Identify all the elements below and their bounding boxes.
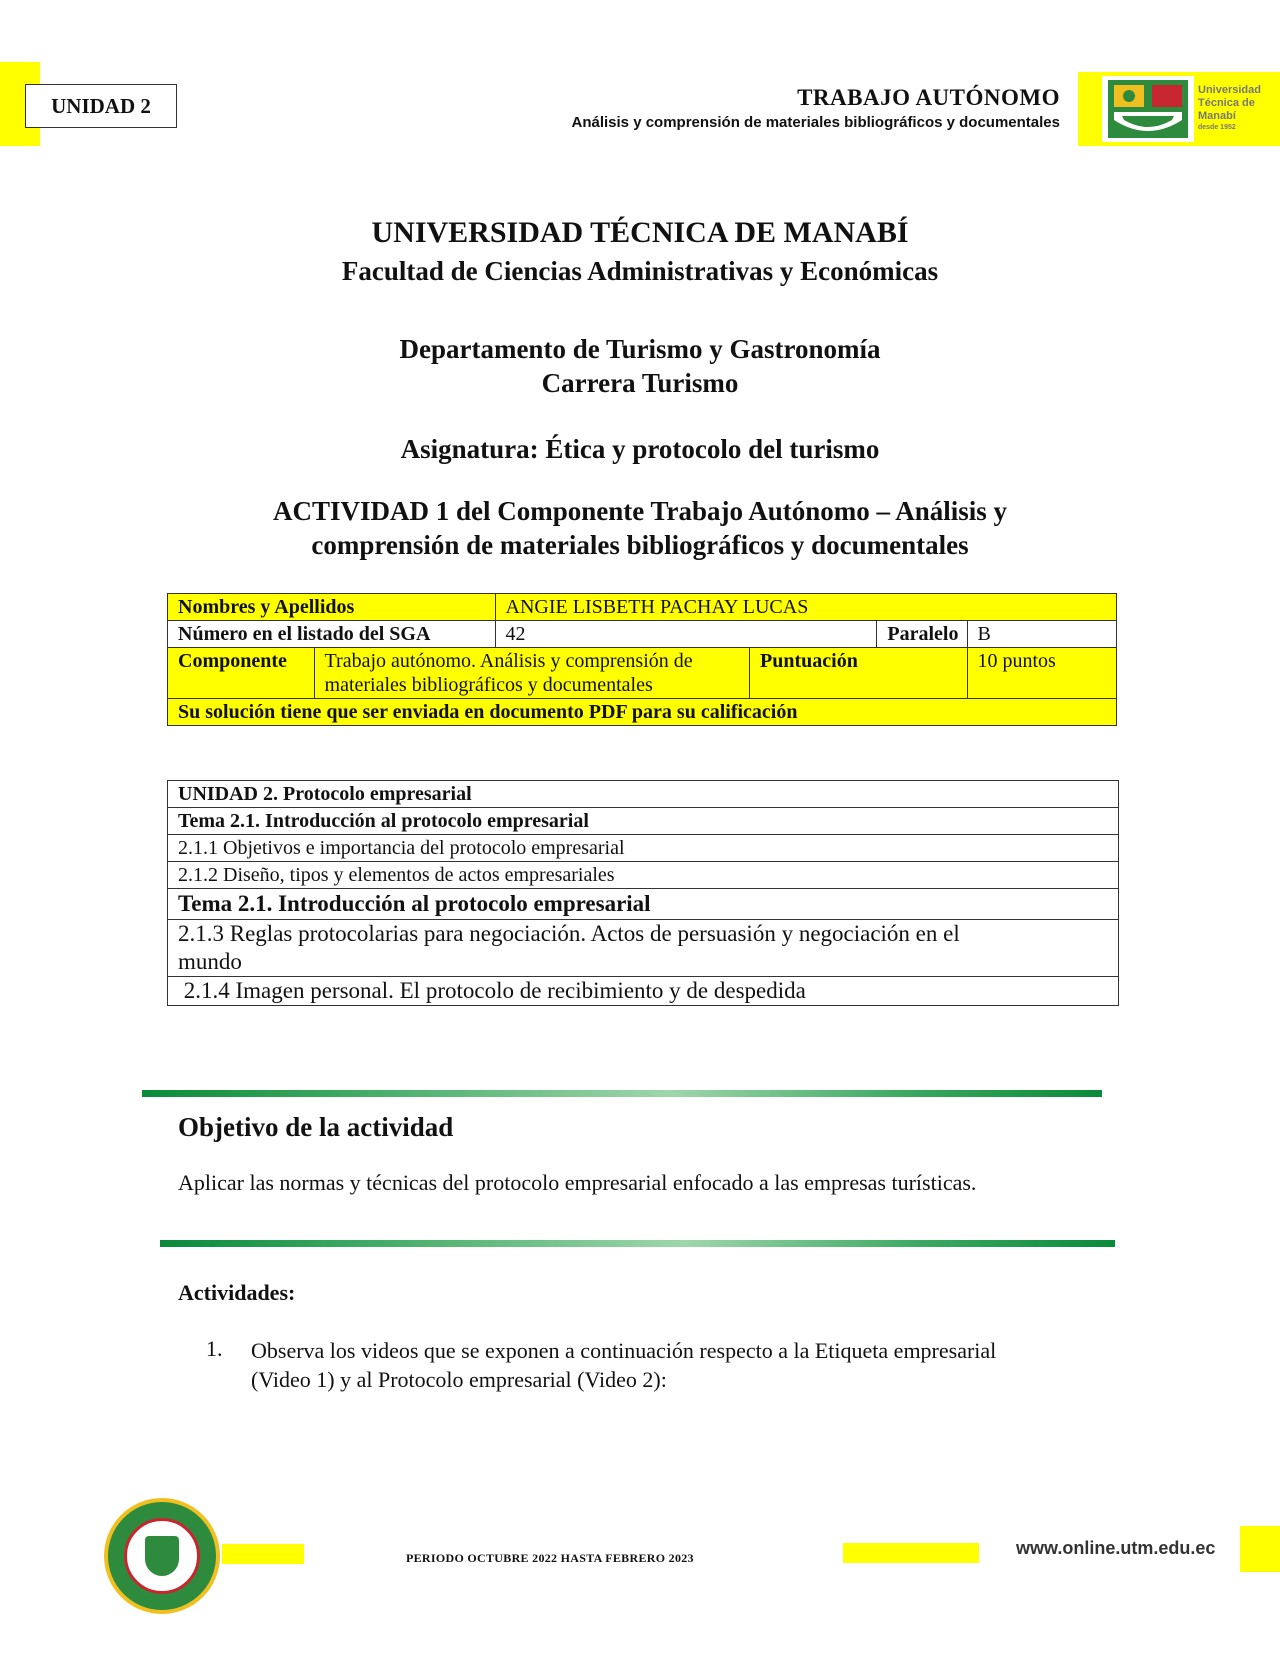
footer-yellow-accent bbox=[843, 1543, 979, 1563]
table-row bbox=[168, 889, 1119, 920]
name-label: Nombres y Apellidos bbox=[168, 594, 496, 621]
table-row bbox=[168, 699, 1117, 726]
table-row bbox=[168, 621, 1117, 648]
table-row bbox=[168, 808, 1119, 835]
number-label: Número en el listado del SGA bbox=[168, 621, 496, 648]
activity-text: Observa los videos que se exponen a continuación respecto a la Etiqueta empresarial (Video 1) y al Protocolo empresarial (Video 2): bbox=[251, 1338, 997, 1392]
footer-yellow-accent bbox=[222, 1544, 304, 1564]
career-title: Carrera Turismo bbox=[541, 368, 739, 398]
table-row bbox=[168, 977, 1119, 1006]
faculty-title: Facultad de Ciencias Administrativas y Económicas bbox=[341, 256, 939, 286]
unit-contents-table bbox=[167, 780, 1119, 1006]
parallel-label: Paralelo bbox=[877, 621, 967, 648]
university-title: UNIVERSIDAD TÉCNICA DE MANABÍ bbox=[371, 216, 909, 249]
header-subtitle: Análisis y comprensión de materiales bibliográficos y documentales bbox=[571, 114, 1060, 131]
section-divider bbox=[142, 1090, 1102, 1097]
table-row bbox=[168, 781, 1119, 808]
number-value: 42 bbox=[495, 621, 877, 648]
table-row bbox=[168, 835, 1119, 862]
subject-title: Asignatura: Ética y protocolo del turismo bbox=[400, 434, 880, 464]
unit-item: 2.1.3 Reglas protocolarias para negociación. Actos de persuasión y negociación en el mundo bbox=[168, 920, 1119, 977]
seal-shield-icon bbox=[145, 1536, 179, 1576]
name-value: ANGIE LISBETH PACHAY LUCAS bbox=[495, 594, 1116, 621]
unit-item: 2.1.1 Objetivos e importancia del protocolo empresarial bbox=[168, 835, 1119, 862]
unit-item: 2.1.2 Diseño, tipos y elementos de actos empresariales bbox=[168, 862, 1119, 889]
score-value: 10 puntos bbox=[967, 648, 1117, 699]
theme-title: Tema 2.1. Introducción al protocolo empresarial bbox=[168, 808, 1119, 835]
score-label: Puntuación bbox=[750, 648, 967, 699]
university-logo-icon bbox=[1102, 76, 1194, 142]
table-row bbox=[168, 920, 1119, 977]
activities-heading: Actividades: bbox=[178, 1280, 296, 1305]
university-logo-text: Universidad Técnica de Manabí desde 1952 bbox=[1198, 84, 1261, 131]
footer-yellow-accent bbox=[1240, 1526, 1280, 1572]
submission-note: Su solución tiene que ser enviada en documento PDF para su calificación bbox=[168, 699, 1117, 726]
website-link[interactable]: www.online.utm.edu.ec bbox=[1016, 1538, 1216, 1558]
academic-period: PERIODO OCTUBRE 2022 HASTA FEBRERO 2023 bbox=[406, 1551, 694, 1565]
table-row bbox=[168, 862, 1119, 889]
activity-number: 1. bbox=[206, 1336, 223, 1361]
department-title: Departamento de Turismo y Gastronomía bbox=[399, 334, 881, 364]
table-row bbox=[168, 648, 1117, 699]
objective-heading: Objetivo de la actividad bbox=[178, 1112, 454, 1142]
header-title: TRABAJO AUTÓNOMO bbox=[797, 85, 1060, 110]
theme-title: Tema 2.1. Introducción al protocolo empresarial bbox=[168, 889, 1119, 920]
unit-label-box: UNIDAD 2 bbox=[25, 84, 177, 128]
student-info-table bbox=[167, 593, 1117, 726]
activity-title: ACTIVIDAD 1 del Componente Trabajo Autónomo – Análisis y comprensión de materiales bibliográficos y documentales bbox=[272, 496, 1008, 560]
unit-title: UNIDAD 2. Protocolo empresarial bbox=[168, 781, 1119, 808]
component-label: Componente bbox=[168, 648, 315, 699]
section-divider bbox=[160, 1240, 1115, 1247]
parallel-value: B bbox=[967, 621, 1117, 648]
component-value: Trabajo autónomo. Análisis y comprensión de materiales bibliográficos y documentales bbox=[314, 648, 750, 699]
unit-item: 2.1.4 Imagen personal. El protocolo de recibimiento y de despedida bbox=[168, 977, 1119, 1006]
table-row bbox=[168, 594, 1117, 621]
objective-text: Aplicar las normas y técnicas del protocolo empresarial enfocado a las empresas turísticas. bbox=[178, 1170, 977, 1195]
